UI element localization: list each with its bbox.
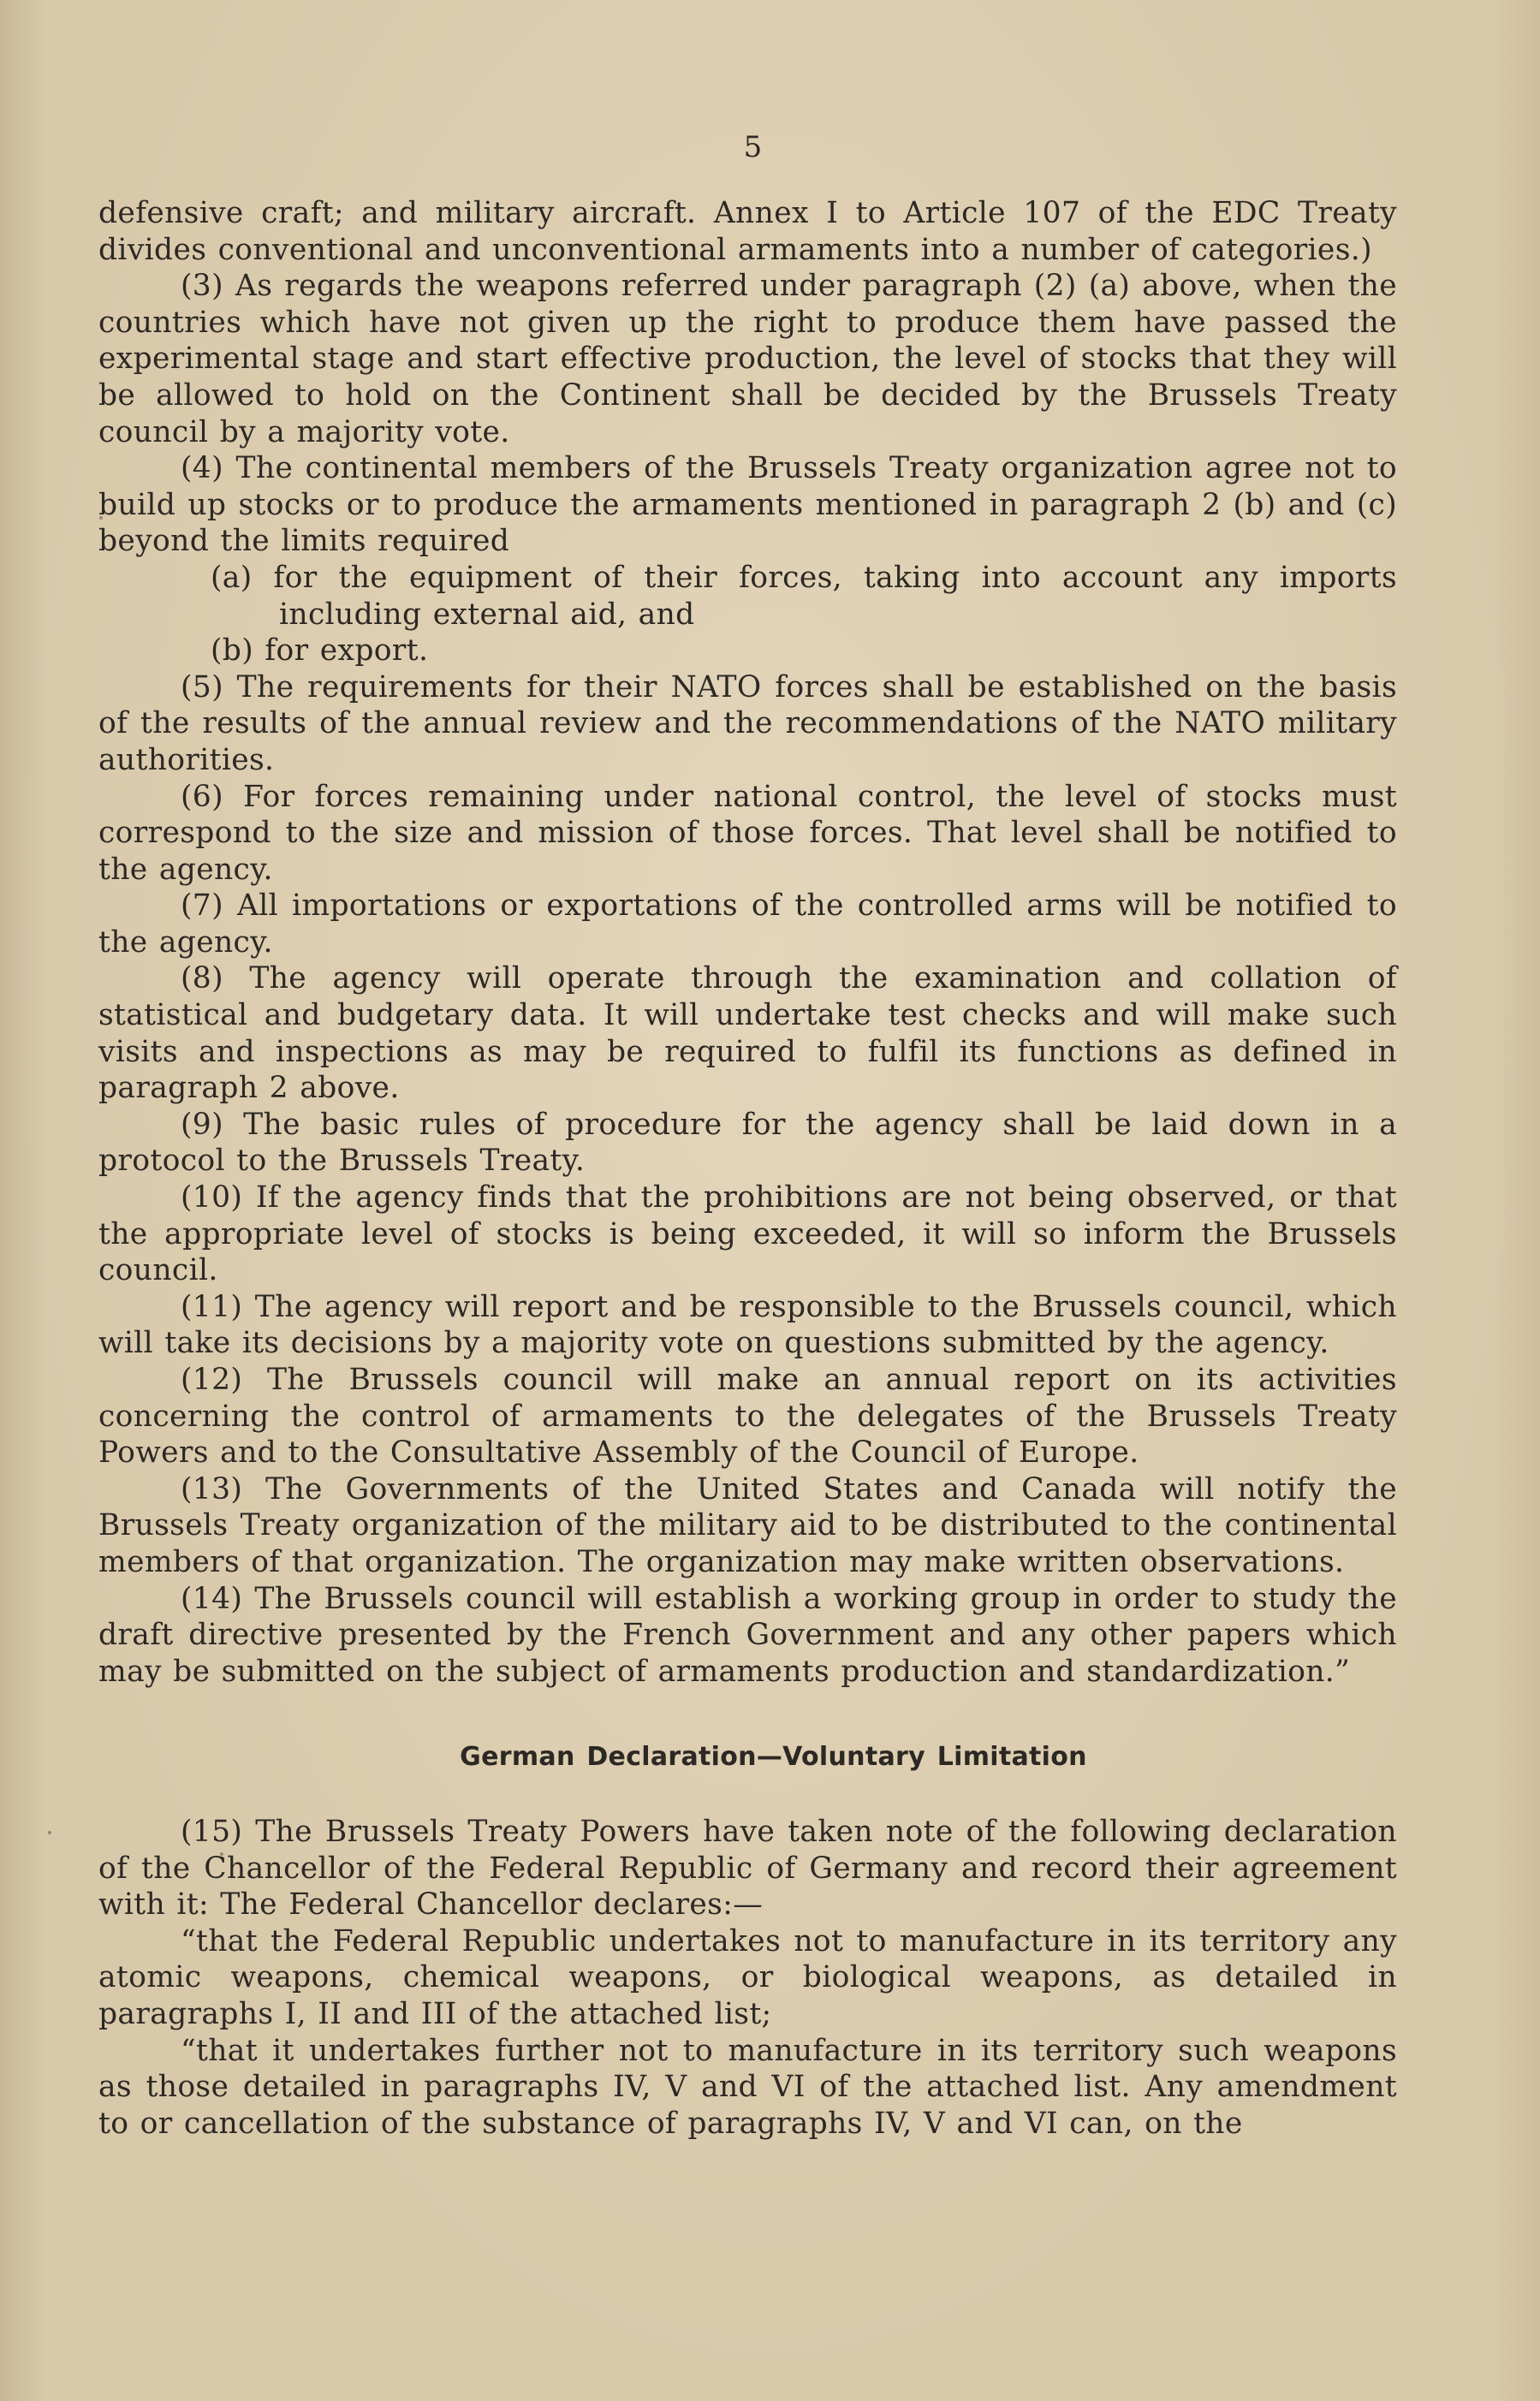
section-heading: German Declaration—Voluntary Limitation	[460, 1742, 1087, 1773]
page-number: 5	[743, 130, 764, 164]
quote-2: “that it undertakes further not to manufacture in its territory such weapons as those detailed in paragraphs IV, V and VI of the attached list. Any amendment to or cancellation of the substance of paragraphs IV, V and VI can, on the	[98, 2033, 1397, 2141]
paper-speck	[99, 516, 103, 520]
paragraph-3: (3) As regards the weapons referred under paragraph (2) (a) above, when the countries which have not given up the right to produce them have passed the experimental stage and start effective production, the level of stocks that they will be allowed to hold on the Continent shall be decided by the Brussels Treaty council by a majority vote.	[98, 269, 1397, 449]
paragraph-6: (6) For forces remaining under national control, the level of stocks must correspond to the size and mission of those forces. That level shall be notified to the agency.	[98, 779, 1397, 887]
paragraph-15: (15) The Brussels Treaty Powers have taken note of the following declaration of the Chancellor of the Federal Republic of Germany and record their agreement with it: The Federal Chancellor declares:—	[98, 1814, 1397, 1923]
quote-1: “that the Federal Republic undertakes not to manufacture in its territory any atomic weapons, chemical weapons, or biological weapons, as detailed in paragraphs I, II and III of the attached list;	[98, 1923, 1397, 2031]
paragraph-10: (10) If the agency finds that the prohibitions are not being observed, or that the appropriate level of stocks is being exceeded, it will so inform the Brussels council.	[98, 1180, 1397, 1288]
document-body	[98, 195, 1397, 2142]
paragraph-5: (5) The requirements for their NATO forces shall be established on the basis of the results of the annual review and the recommendations of the NATO military authorities.	[98, 669, 1397, 777]
paper-speck	[48, 1831, 51, 1834]
paragraph-4: (4) The continental members of the Brussels Treaty organization agree not to build up stocks or to produce the armaments mentioned in paragraph 2 (b) and (c) beyond the limits required	[98, 451, 1397, 559]
paragraph-12: (12) The Brussels council will make an annual report on its activities concerning the control of armaments to the delegates of the Brussels Treaty Powers and to the Consultative Assembly of the Council of Europe.	[98, 1363, 1397, 1471]
paper-speck	[220, 1852, 223, 1856]
paragraph-7: (7) All importations or exportations of the controlled arms will be notified to the agency.	[98, 888, 1397, 960]
paragraph-11: (11) The agency will report and be responsible to the Brussels council, which will take its decisions by a majority vote on questions submitted by the agency.	[98, 1289, 1397, 1361]
paragraph-13: (13) The Governments of the United States and Canada will notify the Brussels Treaty organization of the military aid to be distributed to the continental members of that organization. The organization may make written observations.	[98, 1471, 1397, 1579]
paragraph-14: (14) The Brussels council will establish a working group in order to study the draft directive presented by the French Government and any other papers which may be submitted on the subject of armaments production and standardization.”	[98, 1581, 1397, 1689]
paragraph-9: (9) The basic rules of procedure for the agency shall be laid down in a protocol to the Brussels Treaty.	[98, 1107, 1397, 1179]
paragraph-4-item-b: (b) for export.	[211, 633, 429, 669]
paragraph-8: (8) The agency will operate through the examination and collation of statistical and budgetary data. It will undertake test checks and will make such visits and inspections as may be required to fulfil its functions as defined in paragraph 2 above.	[98, 961, 1397, 1106]
opening-fragment: defensive craft; and military aircraft. Annex I to Article 107 of the EDC Treaty divides conventional and unconventional armaments into a number of categories.)	[98, 196, 1397, 267]
paragraph-4-item-a: (a) for the equipment of their forces, taking into account any imports including external aid, and	[211, 560, 1397, 632]
